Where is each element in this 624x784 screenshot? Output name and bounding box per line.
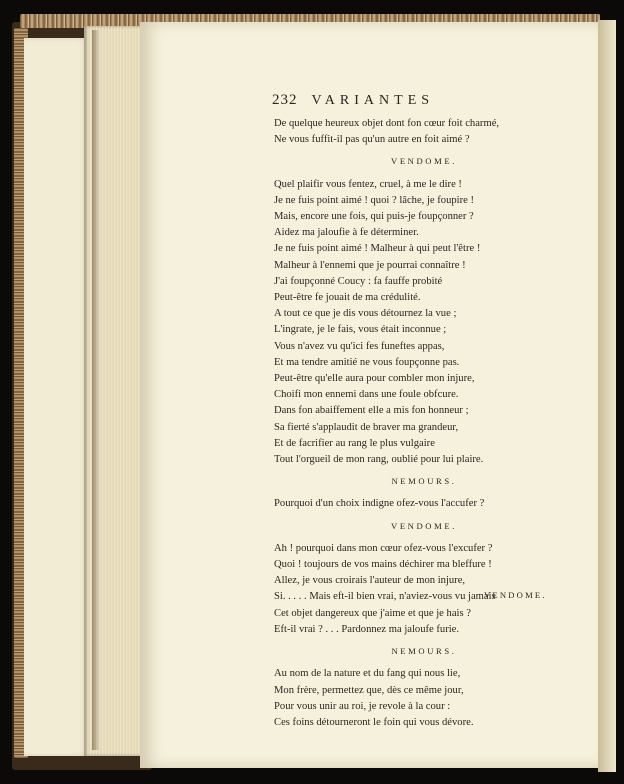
verse-line: Malheur à l'ennemi que je pourrai connaître ! bbox=[274, 259, 466, 271]
speaker-name: VENDOME. bbox=[391, 156, 457, 167]
verse-line: Ah ! pourquoi dans mon cœur ofez-vous l'excufer ? bbox=[274, 542, 493, 554]
verse-line: Et ma tendre amitié ne vous foupçonne pas. bbox=[274, 356, 460, 368]
verse-line: Peut-être fe jouait de ma crédulité. bbox=[274, 292, 421, 304]
page-edge-shadow bbox=[92, 30, 100, 750]
verse-line: Eft-il vrai ? . . . Pardonnez ma jaloufe furie. bbox=[274, 623, 460, 635]
verse-line: Tout l'orgueil de mon rang, oublié pour lui plaire. bbox=[274, 454, 484, 466]
speaker-name: NEMOURS. bbox=[391, 646, 457, 657]
verse-line: Si. . . . . Mais eft-il bien vrai, n'aviez-vous vu jamais bbox=[274, 591, 496, 603]
speaker-name: NEMOURS. bbox=[391, 476, 457, 487]
verse-line: Ne vous fuffit-il pas qu'un autre en foit aimé ? bbox=[274, 134, 470, 146]
verse-line: Je ne fuis point aimé ! quoi ? lâche, je foupire ! bbox=[274, 194, 475, 206]
verse-line: A tout ce que je dis vous détournez la vue ; bbox=[274, 308, 457, 320]
verse-line: Et de facrifier au rang le plus vulgaire bbox=[274, 437, 435, 449]
verse-line: Sa fierté s'applaudit de braver ma grandeur, bbox=[274, 421, 459, 433]
page-number: 232 bbox=[272, 92, 298, 108]
verse-line: Quoi ! toujours de vos mains déchirer ma bleffure ! bbox=[274, 559, 492, 571]
verse-line: Ces foins détourneront le foin qui vous dévore. bbox=[274, 716, 474, 728]
running-head: VARIANTES bbox=[311, 93, 435, 108]
verse-line: Peut-être qu'elle aura pour combler mon injure, bbox=[274, 373, 475, 385]
verse-line: Pourquoi d'un choix indigne ofez-vous l'accufer ? bbox=[274, 498, 485, 510]
verse-line: De quelque heureux objet dont fon cœur foit charmé, bbox=[274, 118, 500, 129]
page-text bbox=[274, 116, 574, 731]
verse-line: Quel plaifir vous fentez, cruel, à me le dire ! bbox=[274, 178, 462, 190]
verse-line: Pour vous unir au roi, je revole à la cour : bbox=[274, 700, 451, 712]
verse-line: Choifi mon ennemi dans une foule obfcure. bbox=[274, 389, 459, 401]
verse-line: Allez, je vous croirais l'auteur de mon injure, bbox=[274, 575, 466, 587]
facing-page-edge bbox=[598, 20, 616, 772]
verse-line: Vous n'avez vu qu'ici fes funeftes appas, bbox=[274, 340, 445, 352]
verse-line: Mais, encore une fois, qui puis-je foupçonner ? bbox=[274, 211, 474, 223]
verse-line: Mon frère, permettez que, dès ce même jour, bbox=[274, 684, 464, 696]
cover-pastedown bbox=[24, 38, 88, 756]
catchword: VENDOME. bbox=[484, 590, 547, 600]
page-header bbox=[272, 92, 512, 109]
verse-line: Dans fon abaiffement elle a mis fon honneur ; bbox=[274, 405, 469, 417]
verse-line: J'ai foupçonné Coucy : fa fauffe probité bbox=[274, 275, 443, 287]
speaker-name: VENDOME. bbox=[391, 520, 457, 531]
verse-line: Je ne fuis point aimé ! Malheur à qui peut l'être ! bbox=[274, 243, 481, 255]
verse-line: Cet objet dangereux que j'aime et que je hais ? bbox=[274, 607, 471, 619]
verse-line: Aidez ma jaloufie à fe déterminer. bbox=[274, 227, 419, 239]
verse-line: Au nom de la nature et du fang qui nous lie, bbox=[274, 668, 461, 680]
verse-line: L'ingrate, je le fais, vous était inconnue ; bbox=[274, 324, 447, 336]
